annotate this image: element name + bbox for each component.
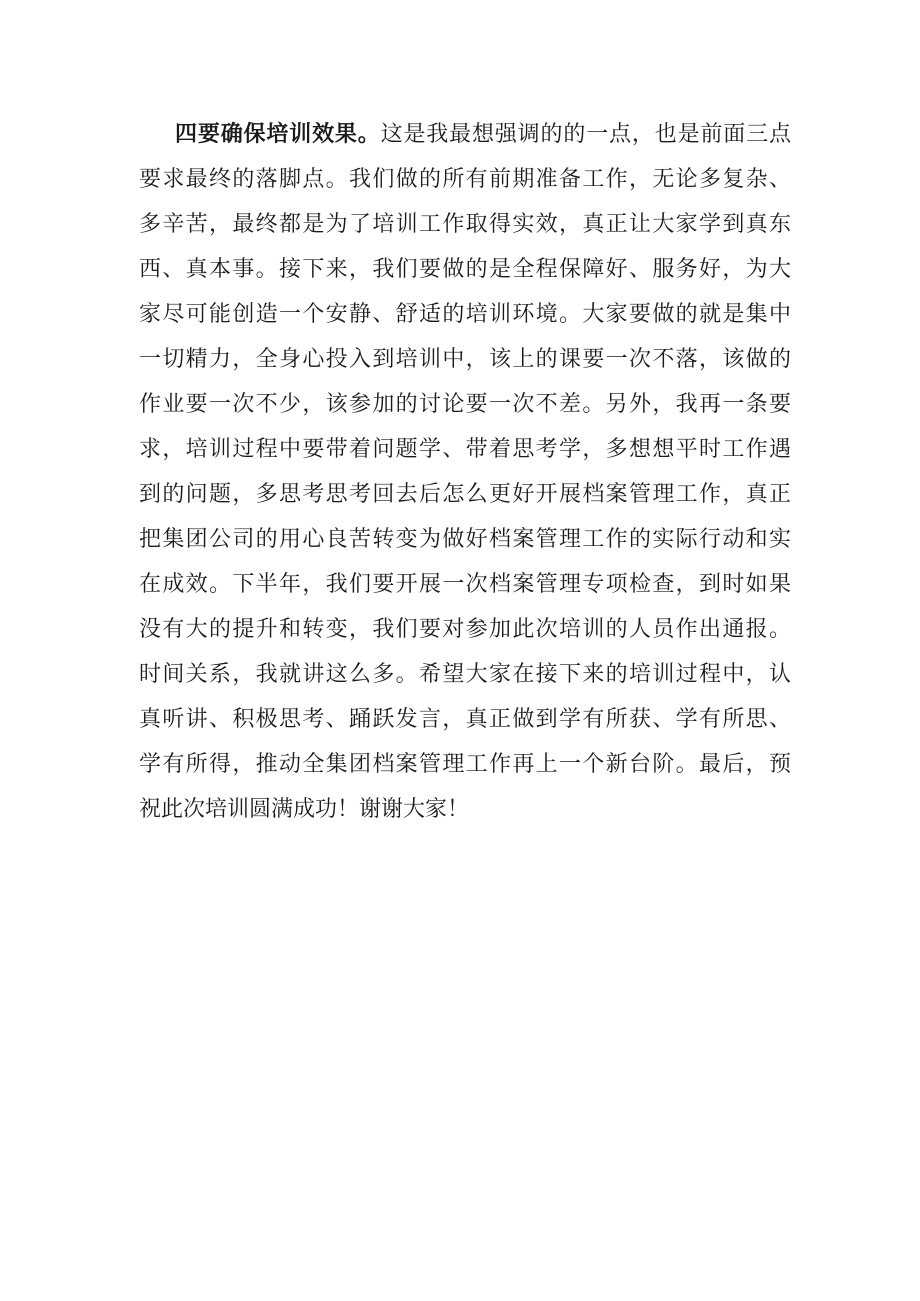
paragraph-line-9: 到的问题，多思考思考回去后怎么更好开展档案管理工作，真正: [139, 482, 791, 507]
paragraph-line-12: 没有大的提升和转变，我们要对参加此次培训的人员作出通报。: [139, 617, 791, 642]
paragraph-line-1-text: 这是我最想强调的的一点，也是前面三点: [380, 122, 791, 147]
paragraph-line-15: 学有所得，推动全集团档案管理工作再上一个新台阶。最后，预: [139, 752, 791, 777]
paragraph-line-7: 作业要一次不少，该参加的讨论要一次不差。另外，我再一条要: [139, 392, 791, 417]
paragraph-lead-heading: 四要确保培训效果。: [175, 121, 381, 147]
paragraph-line-2: 要求最终的落脚点。我们做的所有前期准备工作，无论多复杂、: [139, 167, 791, 192]
paragraph-line-11: 在成效。下半年，我们要开展一次档案管理专项检查，到时如果: [139, 572, 791, 597]
paragraph-line-4: 西、真本事。接下来，我们要做的是全程保障好、服务好，为大: [139, 257, 791, 282]
body-paragraph: [139, 112, 791, 832]
paragraph-line-3: 多辛苦，最终都是为了培训工作取得实效，真正让大家学到真东: [139, 212, 791, 237]
paragraph-line-16: 祝此次培训圆满成功！谢谢大家！: [139, 797, 470, 822]
paragraph-line-6: 一切精力，全身心投入到培训中，该上的课要一次不落，该做的: [139, 347, 791, 372]
paragraph-line-5: 家尽可能创造一个安静、舒适的培训环境。大家要做的就是集中: [139, 302, 791, 327]
paragraph-line-14: 真听讲、积极思考、踊跃发言，真正做到学有所获、学有所思、: [139, 707, 791, 732]
paragraph-line-1: [139, 112, 791, 157]
paragraph-line-10: 把集团公司的用心良苦转变为做好档案管理工作的实际行动和实: [139, 527, 791, 552]
paragraph-line-8: 求，培训过程中要带着问题学、带着思考学，多想想平时工作遇: [139, 437, 791, 462]
paragraph-line-13: 时间关系，我就讲这么多。希望大家在接下来的培训过程中，认: [139, 662, 791, 687]
